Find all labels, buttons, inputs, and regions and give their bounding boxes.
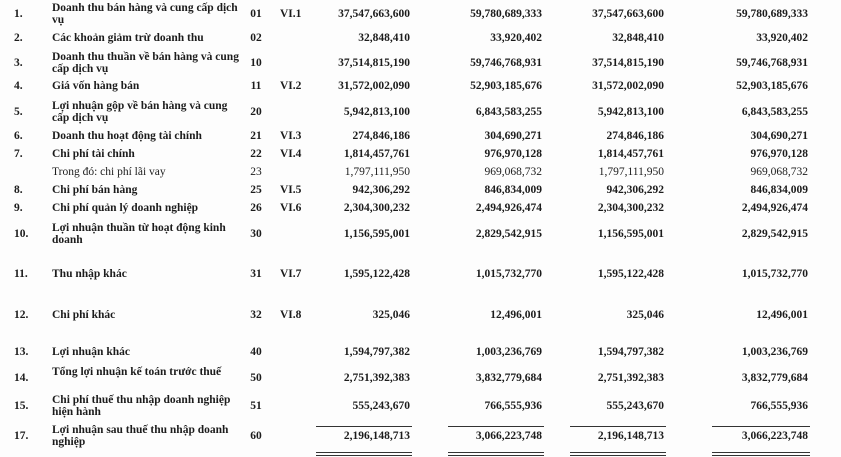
value-ytd-current: 555,243,670 [606,400,664,412]
value-prior-period: 2,494,926,474 [475,202,542,214]
row-label: Chi phí khác [52,309,116,321]
value-ytd-current: 2,196,148,713 [597,430,664,442]
row-note: VI.7 [280,268,302,280]
row-number: 8. [14,184,23,196]
value-ytd-prior: 59,746,768,931 [736,57,808,69]
value-ytd-current: 274,846,186 [606,130,664,142]
value-ytd-prior: 976,970,128 [750,148,808,160]
row-label: Chi phí tài chính [52,148,135,160]
double-rule-bottom [448,455,544,456]
value-ytd-prior: 1,003,236,769 [741,346,808,358]
value-ytd-current: 37,514,815,190 [592,57,664,69]
double-rule-top [570,452,666,453]
double-rule-bottom [570,455,666,456]
row-label: Lợi nhuận sau thuế thu nhập doanh nghiệp [52,424,229,448]
double-rule-top [316,452,412,453]
double-rule-bottom [712,455,810,456]
value-ytd-prior: 846,834,009 [750,184,808,196]
row-code: 21 [250,130,262,142]
row-label: Chi phí bán hàng [52,184,138,196]
value-current-period: 31,572,002,090 [338,80,410,92]
value-ytd-current: 32,848,410 [612,32,664,44]
row-number: 11. [14,268,28,280]
value-prior-period: 969,068,732 [484,166,542,178]
row-code: 20 [250,106,262,118]
row-label: Doanh thu hoạt động tài chính [52,130,202,142]
value-prior-period: 846,834,009 [484,184,542,196]
row-number: 3. [14,57,23,69]
row-number: 9. [14,202,23,214]
row-label: Lợi nhuận khác [52,346,130,358]
row-code: 25 [250,184,262,196]
row-label: Doanh thu bán hàng và cung cấp dịch vụ [52,2,238,26]
row-number: 17. [14,430,29,442]
row-label: Thu nhập khác [52,268,127,280]
value-ytd-prior: 304,690,271 [750,130,808,142]
subtotal-rule [448,426,544,427]
subtotal-rule [712,426,810,427]
value-ytd-current: 1,814,457,761 [597,148,664,160]
row-number: 14. [14,372,29,384]
value-ytd-current: 2,751,392,383 [597,372,664,384]
value-ytd-current: 1,594,797,382 [597,346,664,358]
value-prior-period: 33,920,402 [490,32,542,44]
row-label: Trong đó: chi phí lãi vay [52,166,166,178]
row-code: 40 [250,346,262,358]
value-current-period: 325,046 [372,309,410,321]
value-ytd-prior: 6,843,583,255 [741,106,808,118]
value-prior-period: 59,780,689,333 [470,8,542,20]
value-current-period: 2,304,300,232 [343,202,410,214]
row-number: 13. [14,346,29,358]
value-prior-period: 3,066,223,748 [475,430,542,442]
row-code: 22 [250,148,262,160]
value-current-period: 32,848,410 [358,32,410,44]
row-code: 51 [250,400,262,412]
value-ytd-prior: 2,494,926,474 [741,202,808,214]
value-ytd-prior: 2,829,542,915 [741,228,808,240]
value-prior-period: 304,690,271 [484,130,542,142]
row-code: 32 [250,309,262,321]
value-current-period: 1,594,797,382 [343,346,410,358]
value-ytd-prior: 969,068,732 [750,166,808,178]
value-ytd-prior: 766,555,936 [750,400,808,412]
double-rule-top [448,452,544,453]
row-number: 12. [14,309,29,321]
row-note: VI.2 [280,80,302,92]
row-note: VI.8 [280,309,302,321]
value-ytd-prior: 52,903,185,676 [736,80,808,92]
value-ytd-current: 942,306,292 [606,184,664,196]
value-ytd-current: 5,942,813,100 [597,106,664,118]
value-ytd-current: 1,156,595,001 [597,228,664,240]
double-rule-bottom [316,455,412,456]
row-number: 10. [14,228,29,240]
row-number: 6. [14,130,23,142]
value-ytd-prior: 33,920,402 [756,32,808,44]
value-current-period: 5,942,813,100 [343,106,410,118]
row-label: Lợi nhuận thuần từ hoạt động kinh doanh [52,222,226,246]
row-number: 15. [14,400,29,412]
value-prior-period: 52,903,185,676 [470,80,542,92]
value-ytd-prior: 12,496,001 [756,309,808,321]
row-note: VI.4 [280,148,302,160]
row-number: 1. [14,8,23,20]
row-number: 5. [14,106,23,118]
value-current-period: 274,846,186 [352,130,410,142]
value-current-period: 37,514,815,190 [338,57,410,69]
value-current-period: 1,595,122,428 [343,268,410,280]
row-code: 10 [250,57,262,69]
value-prior-period: 12,496,001 [490,309,542,321]
row-number: 2. [14,32,23,44]
row-label: Các khoản giảm trừ doanh thu [52,32,204,44]
value-current-period: 555,243,670 [352,400,410,412]
row-number: 4. [14,80,23,92]
value-current-period: 1,814,457,761 [343,148,410,160]
value-current-period: 37,547,663,600 [338,8,410,20]
value-prior-period: 1,015,732,770 [475,268,542,280]
row-code: 60 [250,430,262,442]
row-label: Giá vốn hàng bán [52,80,140,92]
row-code: 01 [250,8,262,20]
value-ytd-current: 1,797,111,950 [598,166,664,178]
row-code: 50 [250,372,262,384]
row-code: 26 [250,202,262,214]
row-code: 30 [250,228,262,240]
row-code: 31 [250,268,262,280]
row-note: VI.1 [280,8,302,20]
row-label: Tổng lợi nhuận kế toán trước thuế [52,366,222,378]
value-current-period: 2,196,148,713 [343,430,410,442]
row-note: VI.5 [280,184,302,196]
value-prior-period: 1,003,236,769 [475,346,542,358]
row-note: VI.3 [280,130,302,142]
value-prior-period: 2,829,542,915 [475,228,542,240]
row-label: Lợi nhuận gộp về bán hàng và cung cấp dịch vụ [52,100,228,124]
value-prior-period: 6,843,583,255 [475,106,542,118]
row-note: VI.6 [280,202,302,214]
value-ytd-prior: 3,066,223,748 [741,430,808,442]
value-prior-period: 766,555,936 [484,400,542,412]
row-number: 7. [14,148,23,160]
subtotal-rule [316,426,412,427]
row-label: Doanh thu thuần về bán hàng và cung cấp dịch vụ [52,51,239,75]
value-prior-period: 59,746,768,931 [470,57,542,69]
row-code: 11 [250,80,262,92]
value-current-period: 1,797,111,950 [344,166,410,178]
value-ytd-current: 31,572,002,090 [592,80,664,92]
value-prior-period: 976,970,128 [484,148,542,160]
value-ytd-prior: 3,832,779,684 [741,372,808,384]
value-ytd-current: 1,595,122,428 [597,268,664,280]
subtotal-rule [570,426,666,427]
double-rule-top [712,452,810,453]
row-code: 02 [250,32,262,44]
value-current-period: 1,156,595,001 [343,228,410,240]
value-ytd-prior: 1,015,732,770 [741,268,808,280]
value-ytd-current: 2,304,300,232 [597,202,664,214]
value-current-period: 942,306,292 [352,184,410,196]
value-ytd-prior: 59,780,689,333 [736,8,808,20]
row-label: Chi phí thuế thu nhập doanh nghiệp hiện hành [52,394,231,418]
value-ytd-current: 325,046 [626,309,664,321]
row-label: Chi phí quản lý doanh nghiệp [52,202,199,214]
row-code: 23 [250,166,262,178]
value-ytd-current: 37,547,663,600 [592,8,664,20]
value-prior-period: 3,832,779,684 [475,372,542,384]
value-current-period: 2,751,392,383 [343,372,410,384]
